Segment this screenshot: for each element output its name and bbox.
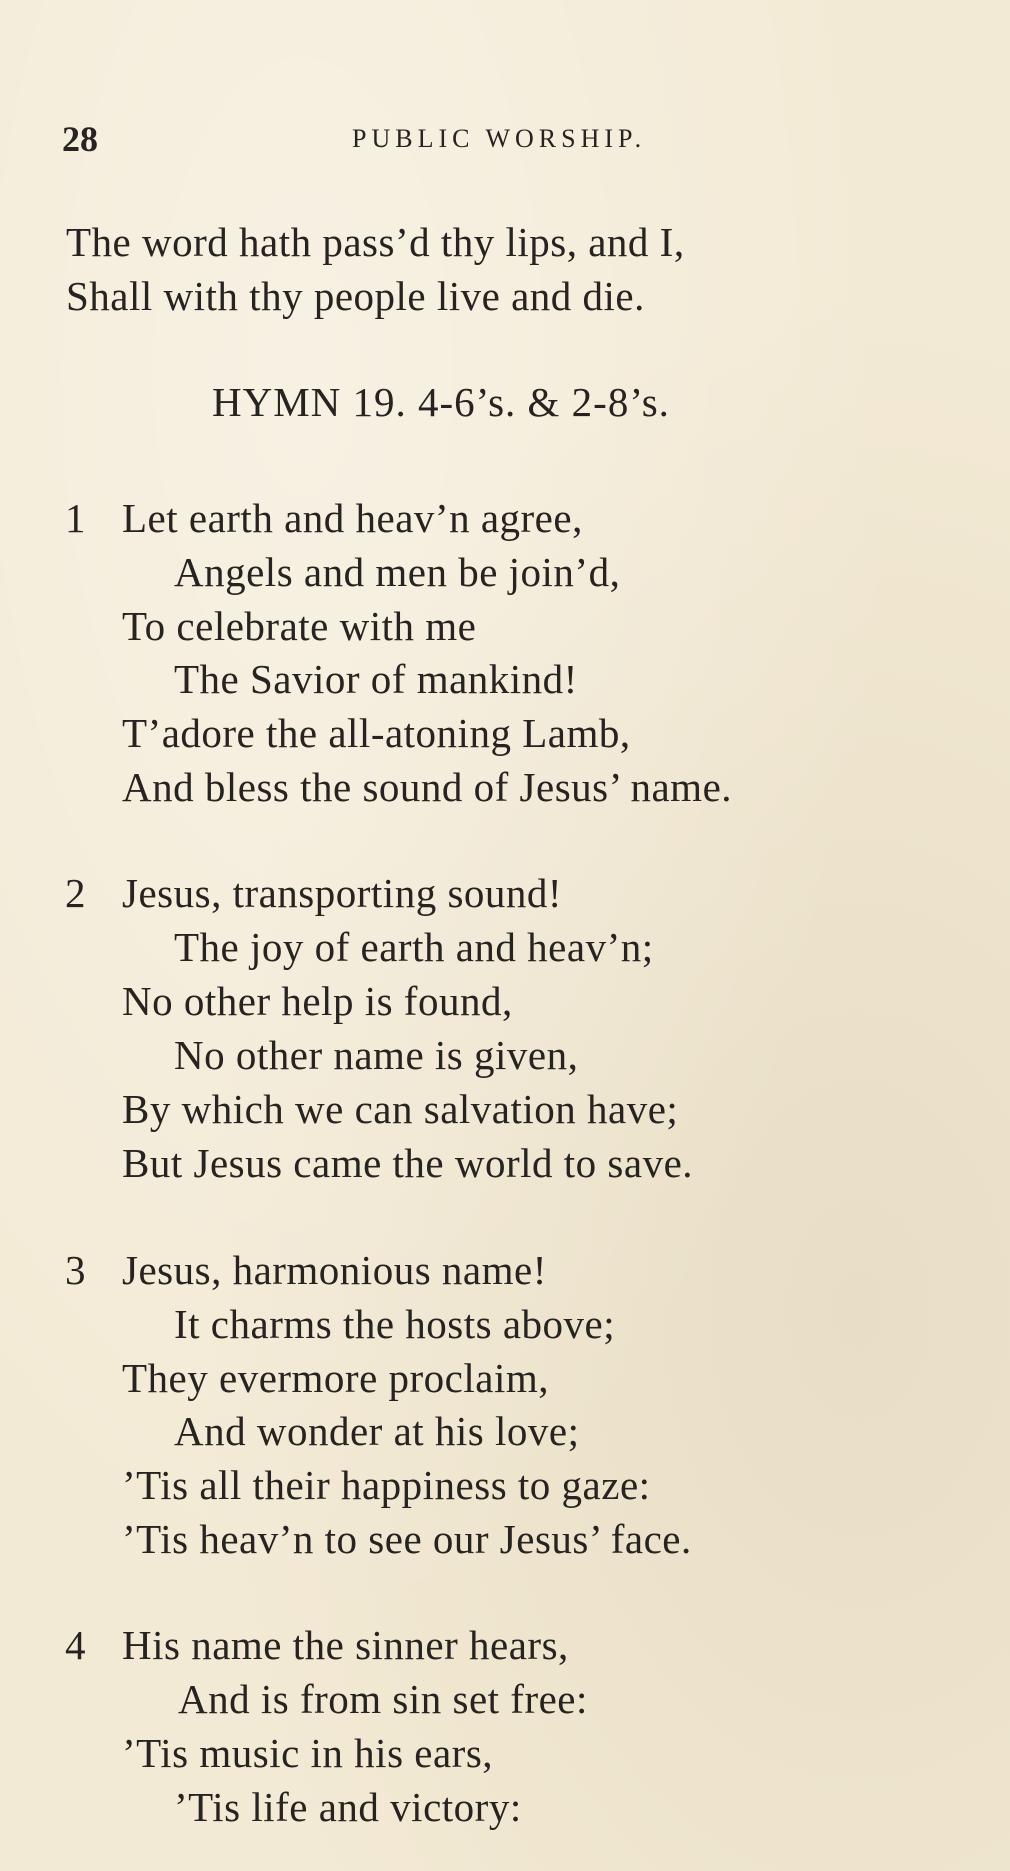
verse-line: ’Tis music in his ears,: [122, 1730, 494, 1776]
carryover-line: Shall with thy people live and die.: [66, 273, 645, 319]
verse-line: By which we can salvation have;: [122, 1086, 679, 1132]
verse-line: Jesus, transporting sound!: [122, 870, 563, 916]
verse-line: It charms the hosts above;: [174, 1301, 616, 1347]
verse-line: The Savior of mankind!: [174, 656, 578, 702]
verse-line: And is from sin set free:: [178, 1676, 588, 1722]
verse-number: 4: [65, 1622, 86, 1668]
verse-line: Angels and men be join’d,: [174, 549, 621, 595]
verse-line: And bless the sound of Jesus’ name.: [122, 764, 733, 810]
verse-line: And wonder at his love;: [174, 1408, 580, 1454]
hymn-title: HYMN 19. 4-6’s. & 2-8’s.: [212, 379, 670, 425]
verse-line: His name the sinner hears,: [122, 1622, 569, 1668]
running-head: PUBLIC WORSHIP.: [352, 124, 647, 153]
verse-line: They evermore proclaim,: [122, 1355, 550, 1401]
verse-line: But Jesus came the world to save.: [122, 1140, 694, 1186]
verse-line: ’Tis life and victory:: [174, 1784, 522, 1830]
verse-number: 1: [65, 495, 86, 541]
verse-line: No other name is given,: [174, 1032, 579, 1078]
verse-line: No other help is found,: [122, 978, 513, 1024]
page-header: [62, 118, 962, 158]
verse-line: The joy of earth and heav’n;: [174, 924, 654, 970]
verse-line: T’adore the all-atoning Lamb,: [122, 710, 631, 756]
verse-line: Let earth and heav’n agree,: [122, 495, 583, 541]
verse-line: ’Tis all their happiness to gaze:: [122, 1462, 651, 1508]
verse-number: 3: [65, 1247, 86, 1293]
verse-line: ’Tis heav’n to see our Jesus’ face.: [122, 1516, 692, 1562]
verse-number: 2: [65, 870, 86, 916]
page-number: 28: [62, 119, 98, 159]
verse-line: To celebrate with me: [122, 603, 477, 649]
carryover-line: The word hath pass’d thy lips, and I,: [66, 219, 685, 265]
verse-line: Jesus, harmonious name!: [122, 1247, 547, 1293]
